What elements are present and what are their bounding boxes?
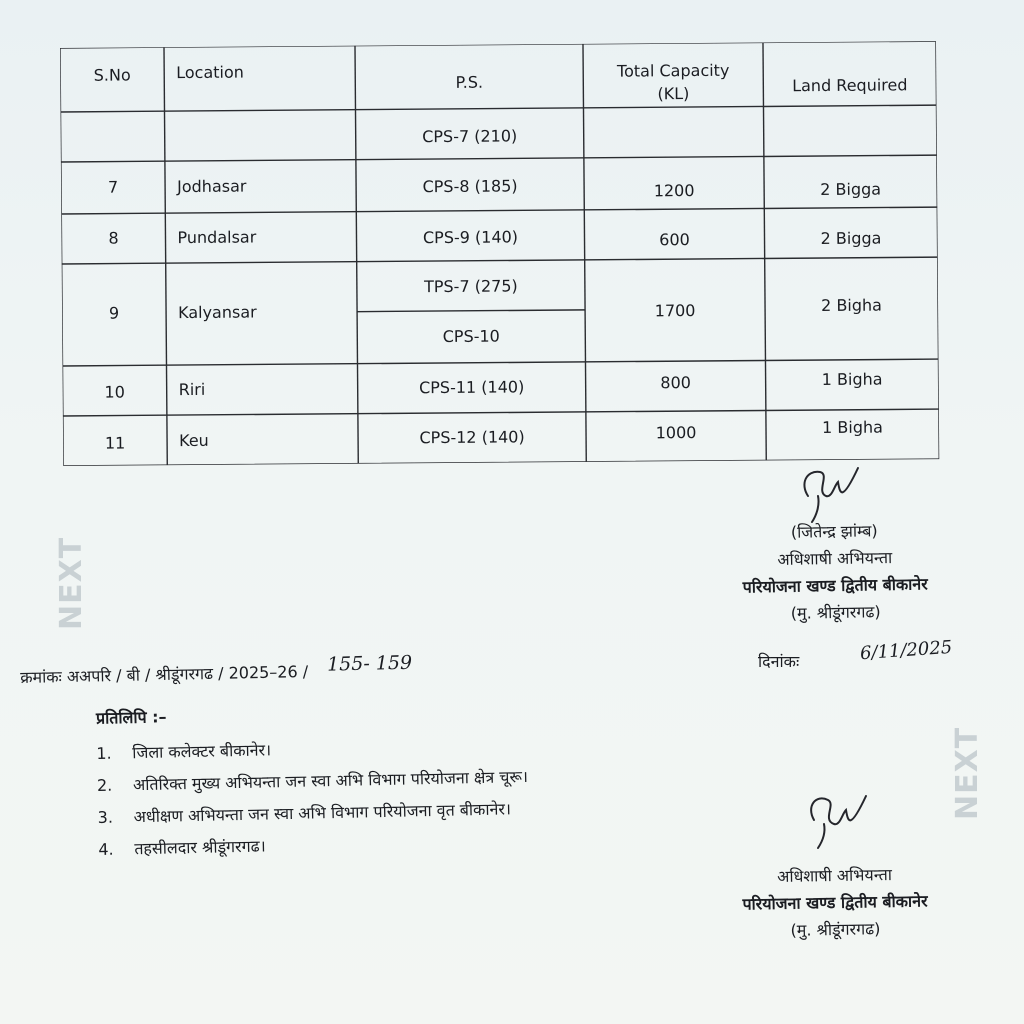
list-item-number: 1. [96, 743, 112, 763]
watermark-left: NEXT [54, 536, 89, 630]
memo-reference [20, 651, 413, 688]
signature-2-drawing [804, 790, 874, 860]
list-item-text: जिला कलेक्टर बीकानेर। [132, 740, 272, 763]
date-value: 6/11/2025 [859, 636, 953, 665]
memo-prefix: क्रमांकः अअपरि / बी / श्रीडूंगरगढ / 2025–26 / [20, 661, 309, 687]
table-row-1-sno: 7 [107, 177, 119, 197]
header-capacity [583, 60, 763, 103]
table-row-4-capacity: 800 [660, 373, 691, 393]
table-row-2-capacity: 600 [659, 230, 690, 250]
signatory-office: परियोजना खण्ड द्वितीय बीकानेर [742, 574, 928, 597]
copy-list [96, 729, 530, 866]
table-row-5-capacity: 1000 [655, 423, 697, 443]
table-row-1-location: Jodhasar [177, 176, 247, 197]
table-row-3-ps-2: CPS-10 [442, 326, 500, 347]
table-row-1-capacity: 1200 [653, 181, 695, 201]
header-capacity-line2: (KL) [657, 84, 690, 104]
table-row-1-ps: CPS-8 (185) [422, 176, 518, 197]
list-item-number: 2. [96, 775, 113, 795]
signatory-designation: अधिशाषी अभियन्ता [777, 548, 893, 570]
table-row-0-ps: CPS-7 (210) [422, 126, 518, 147]
table-row-3-location: Kalyansar [178, 302, 257, 323]
header-ps: P.S. [455, 72, 484, 92]
signatory-designation: अधिशाषी अभियन्ता [776, 865, 893, 887]
list-item-number: 4. [98, 839, 114, 859]
table-row-3-land: 2 Bigha [821, 295, 883, 316]
list-item-text: अतिरिक्त मुख्य अभियन्ता जन स्वा अभि विभाग परियोजना क्षेत्र चूरू। [132, 766, 529, 795]
signatory-place: (मु. श्रीडूंगरगढ) [790, 919, 881, 940]
signatory-office: परियोजना खण्ड द्वितीय बीकानेर [742, 891, 928, 914]
table-row-4-land: 1 Bigha [821, 369, 883, 390]
header-sno: S.No [93, 65, 131, 85]
table-row-3-ps-1: TPS-7 (275) [423, 276, 518, 297]
watermark-right: NEXT [950, 726, 985, 820]
signature-block-2 [689, 859, 980, 945]
table-row-1-land: 2 Bigga [820, 179, 882, 200]
capacity-table [60, 41, 939, 466]
header-capacity-line1: Total Capacity [616, 60, 730, 81]
list-item-text: अधीक्षण अभियन्ता जन स्वा अभि विभाग परियोजना वृत बीकानेर। [133, 799, 512, 827]
table-row-2-location: Pundalsar [177, 227, 257, 248]
table-row-3-sno: 9 [108, 303, 120, 323]
table-row-5-sno: 11 [104, 433, 126, 453]
memo-number: 155- 159 [326, 651, 413, 676]
date-label: दिनांकः [758, 652, 800, 671]
signatory-place: (मु. श्रीडूंगरगढ) [790, 602, 881, 623]
table-row-5-location: Keu [179, 430, 209, 451]
list-item-text: तहसीलदार श्रीडूंगरगढ। [134, 836, 266, 859]
signatory-name: (जितेन्द्र झांम्ब) [790, 521, 878, 542]
header-location: Location [176, 62, 244, 83]
table-row-4-ps: CPS-11 (140) [418, 377, 525, 398]
signature-1-drawing [796, 456, 866, 526]
list-item-number: 3. [97, 807, 114, 827]
signature-block-1 [689, 515, 981, 628]
table-row-2-sno: 8 [108, 228, 119, 248]
table-grid [60, 41, 939, 466]
copy-title: प्रतिलिपि :– [95, 707, 167, 728]
table-row-4-location: Riri [178, 379, 206, 400]
table-row-3-capacity: 1700 [654, 301, 696, 321]
header-land: Land Required [792, 75, 908, 96]
table-row-2-ps: CPS-9 (140) [422, 227, 519, 248]
table-row-4-sno: 10 [104, 382, 125, 402]
table-row-2-land: 2 Bigga [820, 228, 882, 249]
table-row-5-land: 1 Bigha [822, 417, 883, 438]
table-row-5-ps: CPS-12 (140) [419, 427, 525, 448]
